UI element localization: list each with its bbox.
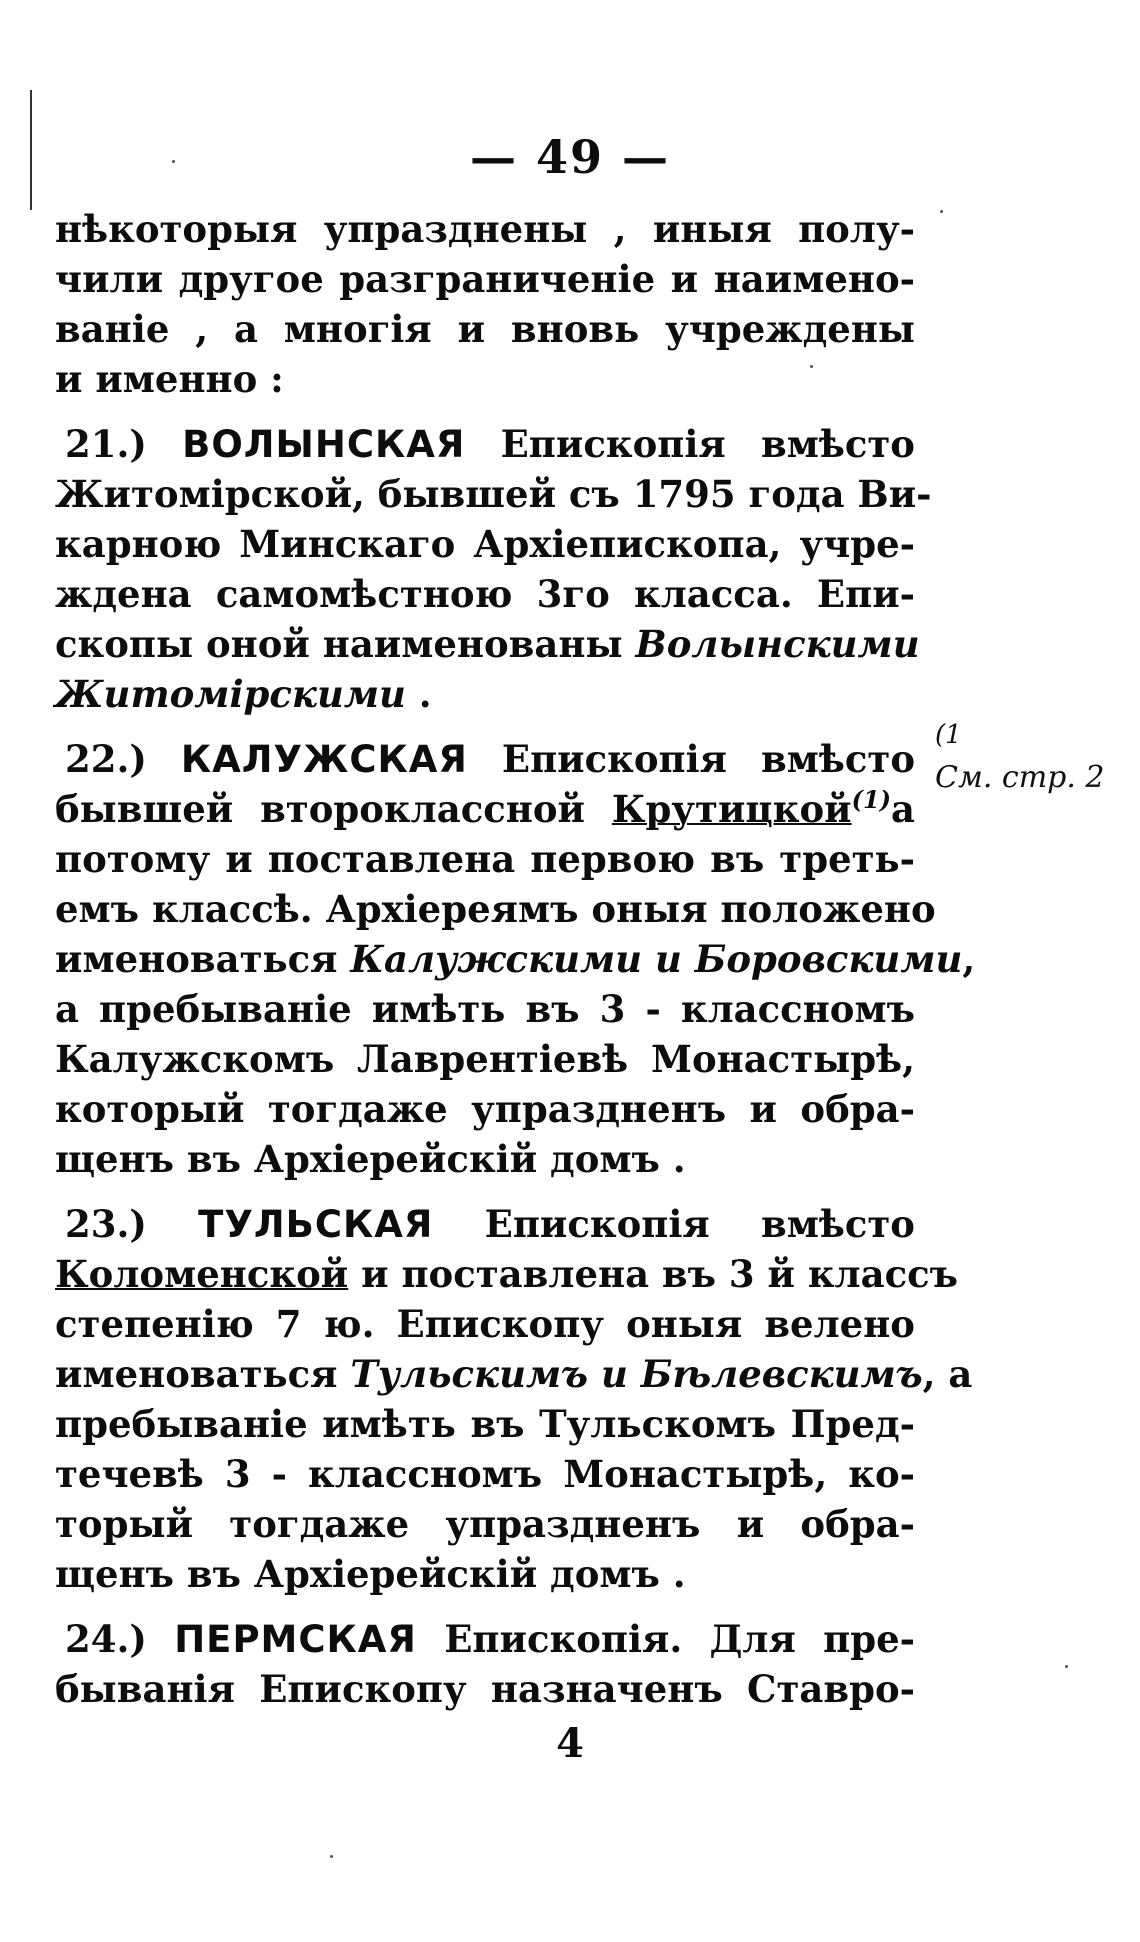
entry-22-line-1 <box>65 735 915 784</box>
entry-22-line-8: который тогдаже упраздненъ и обра- <box>55 1087 915 1131</box>
entry-23-name: ТУЛЬСКАЯ <box>198 1203 434 1246</box>
entry-22-line-5-italic: Калужскими и Боровскими <box>350 937 963 981</box>
margin-note-mark: (1 <box>935 720 962 750</box>
entry-23-line-6: течевѣ 3 - классномъ Монастырѣ, ко- <box>55 1452 915 1496</box>
entry-21-line-6 <box>55 670 915 718</box>
entry-23-line-4 <box>55 1350 973 1398</box>
entry-22-number: 22.) <box>65 737 147 781</box>
scan-speck <box>1065 1665 1068 1668</box>
margin-note-text: См. стр. 2 <box>935 760 1105 795</box>
entry-22-line-2-start: бывшей второклассной <box>55 787 612 831</box>
entry-21-line-5-italic: Волынскими <box>635 622 920 666</box>
handwritten-margin-note <box>935 720 1105 795</box>
entry-22-underlined-word: Крутицкой <box>611 787 852 831</box>
entry-22-line-9: щенъ въ Архіерейскій домъ . <box>55 1137 686 1181</box>
entry-21-line-3: карною Минскаго Архіепископа, учре- <box>55 522 915 566</box>
entry-24-number: 24.) <box>65 1617 147 1661</box>
entry-21-line-1-rest: Епископія вмѣсто <box>500 422 915 466</box>
entry-23-line-5: пребываніе имѣть въ Тульскомъ Пред- <box>55 1402 915 1446</box>
entry-23-number: 23.) <box>65 1202 147 1246</box>
entry-23-line-4-italic: Тульскимъ и Бѣлевскимъ <box>350 1352 923 1396</box>
entry-21-line-1 <box>65 420 915 469</box>
scan-speck <box>330 1855 333 1858</box>
entry-21-line-6-end: . <box>405 672 432 716</box>
intro-line-4: и именно : <box>55 357 284 401</box>
entry-23-underlined-word: Коломенской <box>55 1252 349 1296</box>
entry-23-line-1-rest: Епископія вмѣсто <box>484 1202 915 1246</box>
entry-21-line-5-text: скопы оной наименованы <box>55 622 636 666</box>
entry-22-line-1-rest: Епископія вмѣсто <box>501 737 915 781</box>
entry-22-line-3: потому и поставлена первою въ треть- <box>55 837 915 881</box>
entry-24-line-2: быванія Епископу назначенъ Ставро- <box>55 1667 915 1711</box>
scan-speck <box>172 160 175 163</box>
entry-22-line-5-start: именоваться <box>55 937 351 981</box>
intro-line-2: чили другое разграниченіе и наимено- <box>55 257 915 301</box>
entry-22-line-2 <box>55 785 915 838</box>
entry-21-line-2: Житомірской, бывшей съ 1795 года Ви- <box>55 472 932 516</box>
entry-23-line-4-start: именоваться <box>55 1352 351 1396</box>
entry-23-line-2 <box>55 1250 959 1298</box>
entry-24-line-1-rest: Епископія. Для пре- <box>444 1617 915 1661</box>
entry-22-name: КАЛУЖСКАЯ <box>180 738 468 781</box>
entry-24-line-1 <box>65 1615 915 1664</box>
entry-23-line-3: степенію 7 ю. Епископу оныя велено <box>55 1302 915 1346</box>
entry-21-name: ВОЛЫНСКАЯ <box>182 423 466 466</box>
entry-22-line-2-end: а <box>891 787 915 831</box>
entry-21-number: 21.) <box>65 422 147 466</box>
intro-line-1: нѣкоторыя упразднены , иныя полу- <box>55 207 915 251</box>
entry-22-line-4: емъ классѣ. Архіереямъ оныя положено <box>55 887 936 931</box>
entry-22-line-6: а пребываніе имѣть въ 3 - классномъ <box>55 987 915 1031</box>
entry-24-name: ПЕРМСКАЯ <box>174 1618 417 1661</box>
entry-22-line-5-end: , <box>962 937 976 981</box>
entry-21-line-4: ждена самомѣстною 3го класса. Епи- <box>55 572 915 616</box>
page-number-header: — 49 — <box>469 130 671 184</box>
entry-22-line-7: Калужскомъ Лаврентіевѣ Монастырѣ, <box>55 1037 915 1081</box>
entry-23-line-4-end: , а <box>922 1352 973 1396</box>
signature-mark: 4 <box>556 1720 584 1767</box>
entry-23-line-1 <box>65 1200 915 1249</box>
footnote-mark: (1) <box>851 785 892 814</box>
entry-23-line-8: щенъ въ Архіерейскій домъ . <box>55 1552 686 1596</box>
entry-21-line-6-italic: Житомірскими <box>55 672 406 716</box>
intro-line-3: ваніе , а многія и вновь учреждены <box>55 307 915 351</box>
entry-22-line-5 <box>55 935 976 983</box>
scan-speck <box>940 210 943 213</box>
entry-23-line-7: торый тогдаже упраздненъ и обра- <box>55 1502 915 1546</box>
scan-speck <box>810 365 813 368</box>
entry-21-line-5 <box>55 620 920 668</box>
entry-23-line-2-end: и поставлена въ 3 й классъ <box>348 1252 959 1296</box>
